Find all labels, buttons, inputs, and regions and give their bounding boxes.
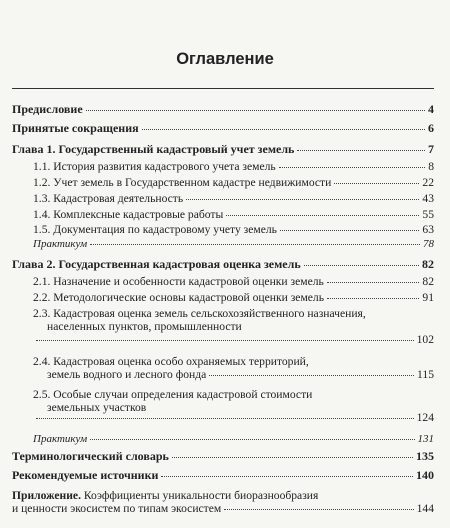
toc-entry-2-1[interactable]: 2.1. Назначение и особенности кадастровой оценки земель 82 bbox=[33, 275, 434, 288]
page-number: 7 bbox=[428, 142, 434, 156]
dot-leader bbox=[327, 282, 420, 283]
page-number: 8 bbox=[428, 160, 434, 173]
toc-entry-practicum-1[interactable]: Практикум 78 bbox=[33, 238, 434, 250]
dot-leader bbox=[90, 244, 420, 245]
toc-entry-chapter-2[interactable]: Глава 2. Государственная кадастровая оценка земель 82 bbox=[12, 257, 434, 271]
toc-entry-abbreviations[interactable]: Принятые сокращения 6 bbox=[12, 121, 434, 135]
dot-leader bbox=[280, 230, 419, 231]
dot-leader bbox=[304, 265, 419, 266]
dot-leader bbox=[224, 509, 413, 510]
toc-entry-2-4[interactable]: 2.4. Кадастровая оценка особо охраняемых территорий, земель водного и лесного фонда 115 bbox=[33, 355, 434, 381]
toc-entry-chapter-1[interactable]: Глава 1. Государственный кадастровый учет земель 7 bbox=[12, 142, 434, 156]
toc-entry-practicum-2[interactable]: Практикум 131 bbox=[33, 433, 434, 445]
dot-leader bbox=[86, 110, 425, 111]
page-number: 115 bbox=[417, 368, 434, 381]
toc-entry-1-3[interactable]: 1.3. Кадастровая деятельность 43 bbox=[33, 192, 434, 205]
dot-leader bbox=[209, 375, 414, 376]
dot-leader bbox=[142, 129, 425, 130]
page-number: 82 bbox=[422, 275, 434, 288]
page-number: 82 bbox=[422, 257, 434, 271]
page-number: 144 bbox=[416, 502, 434, 515]
toc-entry-1-1[interactable]: 1.1. История развития кадастрового учета земель 8 bbox=[33, 160, 434, 173]
dot-leader bbox=[36, 418, 414, 419]
dot-leader bbox=[334, 183, 419, 184]
page-number: 4 bbox=[428, 102, 434, 116]
toc-entry-2-5[interactable]: 2.5. Особые случаи определения кадастровой стоимости земельных участков 124 bbox=[33, 388, 434, 424]
page-number: 131 bbox=[417, 433, 434, 445]
toc-entry-2-2[interactable]: 2.2. Методологические основы кадастровой оценки земель 91 bbox=[33, 291, 434, 304]
page-number: 102 bbox=[416, 333, 434, 346]
toc-entry-preface[interactable]: Предисловие 4 bbox=[12, 102, 434, 116]
toc-entry-2-3[interactable]: 2.3. Кадастровая оценка земель сельскохозяйственного назначения, населенных пунктов, промышленности 102 bbox=[33, 307, 434, 346]
toc-entry-1-2[interactable]: 1.2. Учет земель в Государственном кадастре недвижимости 22 bbox=[33, 176, 434, 189]
toc-entry-1-4[interactable]: 1.4. Комплексные кадастровые работы 55 bbox=[33, 208, 434, 221]
dot-leader bbox=[161, 476, 413, 477]
dot-leader bbox=[327, 298, 419, 299]
appendix-label: Приложение. bbox=[12, 489, 81, 502]
page-number: 63 bbox=[422, 223, 434, 236]
page-number: 78 bbox=[423, 238, 434, 250]
dot-leader bbox=[36, 340, 414, 341]
dot-leader bbox=[186, 199, 419, 200]
page-number: 124 bbox=[416, 411, 434, 424]
dot-leader bbox=[226, 215, 419, 216]
toc-entry-glossary[interactable]: Терминологический словарь 135 bbox=[12, 449, 434, 463]
page-number: 55 bbox=[422, 208, 434, 221]
page-number: 43 bbox=[422, 192, 434, 205]
dot-leader bbox=[297, 150, 425, 151]
page-number: 22 bbox=[422, 176, 434, 189]
toc-title: Оглавление bbox=[176, 50, 274, 68]
toc-entry-appendix[interactable]: Приложение. Коэффициенты уникальности биоразнообразия и ценности экосистем по типам экосистем 144 bbox=[12, 489, 434, 515]
page-number: 6 bbox=[428, 121, 434, 135]
page-number: 135 bbox=[416, 449, 434, 463]
dot-leader bbox=[279, 167, 425, 168]
toc-entry-sources[interactable]: Рекомендуемые источники 140 bbox=[12, 468, 434, 482]
dot-leader bbox=[172, 457, 413, 458]
page-number: 140 bbox=[416, 468, 434, 482]
dot-leader bbox=[90, 439, 414, 440]
toc-entry-1-5[interactable]: 1.5. Документация по кадастровому учету земель 63 bbox=[33, 223, 434, 236]
page-number: 91 bbox=[422, 291, 434, 304]
title-rule bbox=[12, 88, 434, 89]
